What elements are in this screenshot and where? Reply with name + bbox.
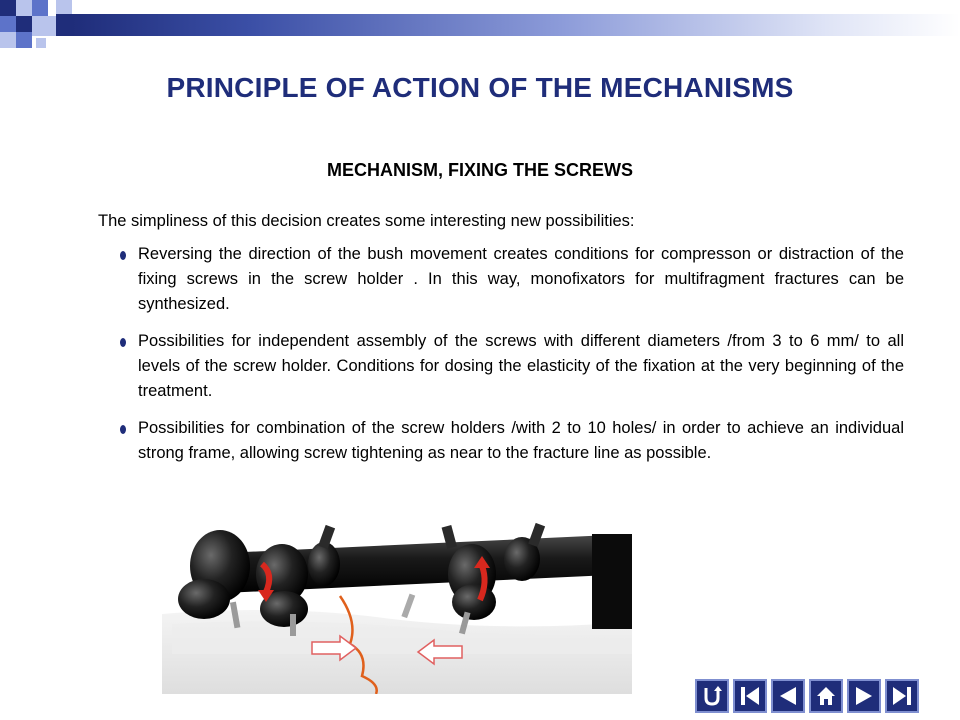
corner-square-blue <box>16 32 32 48</box>
bullet-icon <box>120 338 126 347</box>
next-slide-button[interactable] <box>847 679 881 713</box>
bullet-icon <box>120 425 126 434</box>
slide-navigation <box>695 679 919 713</box>
list-item <box>116 416 904 466</box>
home-icon <box>815 685 837 707</box>
corner-square-light <box>32 16 56 36</box>
return-button[interactable] <box>695 679 729 713</box>
corner-square-light <box>36 38 46 48</box>
corner-square-blue <box>32 0 48 16</box>
possibilities-list <box>116 242 904 478</box>
section-subtitle: MECHANISM, FIXING THE SCREWS <box>326 160 633 180</box>
return-icon <box>701 685 723 707</box>
header-gradient-bar <box>72 14 960 36</box>
previous-slide-button[interactable] <box>771 679 805 713</box>
next-slide-icon <box>853 685 875 707</box>
fixator-mechanism-photo <box>162 504 632 694</box>
previous-slide-icon <box>777 685 799 707</box>
first-slide-icon <box>739 685 761 707</box>
corner-square-navy <box>56 14 72 36</box>
corner-square-light <box>16 0 32 16</box>
list-item-text: Reversing the direction of the bush movement creates conditions for compresson or distraction of the fixing screws in the screw holder . In this way, monofixators for multifragment fractures can be synthesized. <box>138 245 904 313</box>
list-item <box>116 242 904 317</box>
home-button[interactable] <box>809 679 843 713</box>
list-item-text: Possibilities for independent assembly of the screws with different diameters /from 3 to 6 mm/ to all levels of the screw holder. Conditions for dosing the elasticity of the fixation at the very beginning of the treatment. <box>138 332 904 400</box>
corner-square-navy <box>16 16 32 32</box>
list-item <box>116 329 904 404</box>
page-title: PRINCIPLE OF ACTION OF THE MECHANISMS <box>166 72 794 103</box>
corner-square-light <box>0 32 16 48</box>
first-slide-button[interactable] <box>733 679 767 713</box>
last-slide-icon <box>891 685 913 707</box>
intro-text: The simpliness of this decision creates some interesting new possibilities: <box>98 212 635 230</box>
corner-square-light <box>56 0 72 14</box>
bullet-icon <box>120 251 126 260</box>
corner-square-navy <box>0 0 16 16</box>
corner-square-blue <box>0 16 16 32</box>
list-item-text: Possibilities for combination of the screw holders /with 2 to 10 holes/ in order to achieve an individual strong frame, allowing screw tightening as near to the fracture line as possible. <box>138 419 904 462</box>
last-slide-button[interactable] <box>885 679 919 713</box>
